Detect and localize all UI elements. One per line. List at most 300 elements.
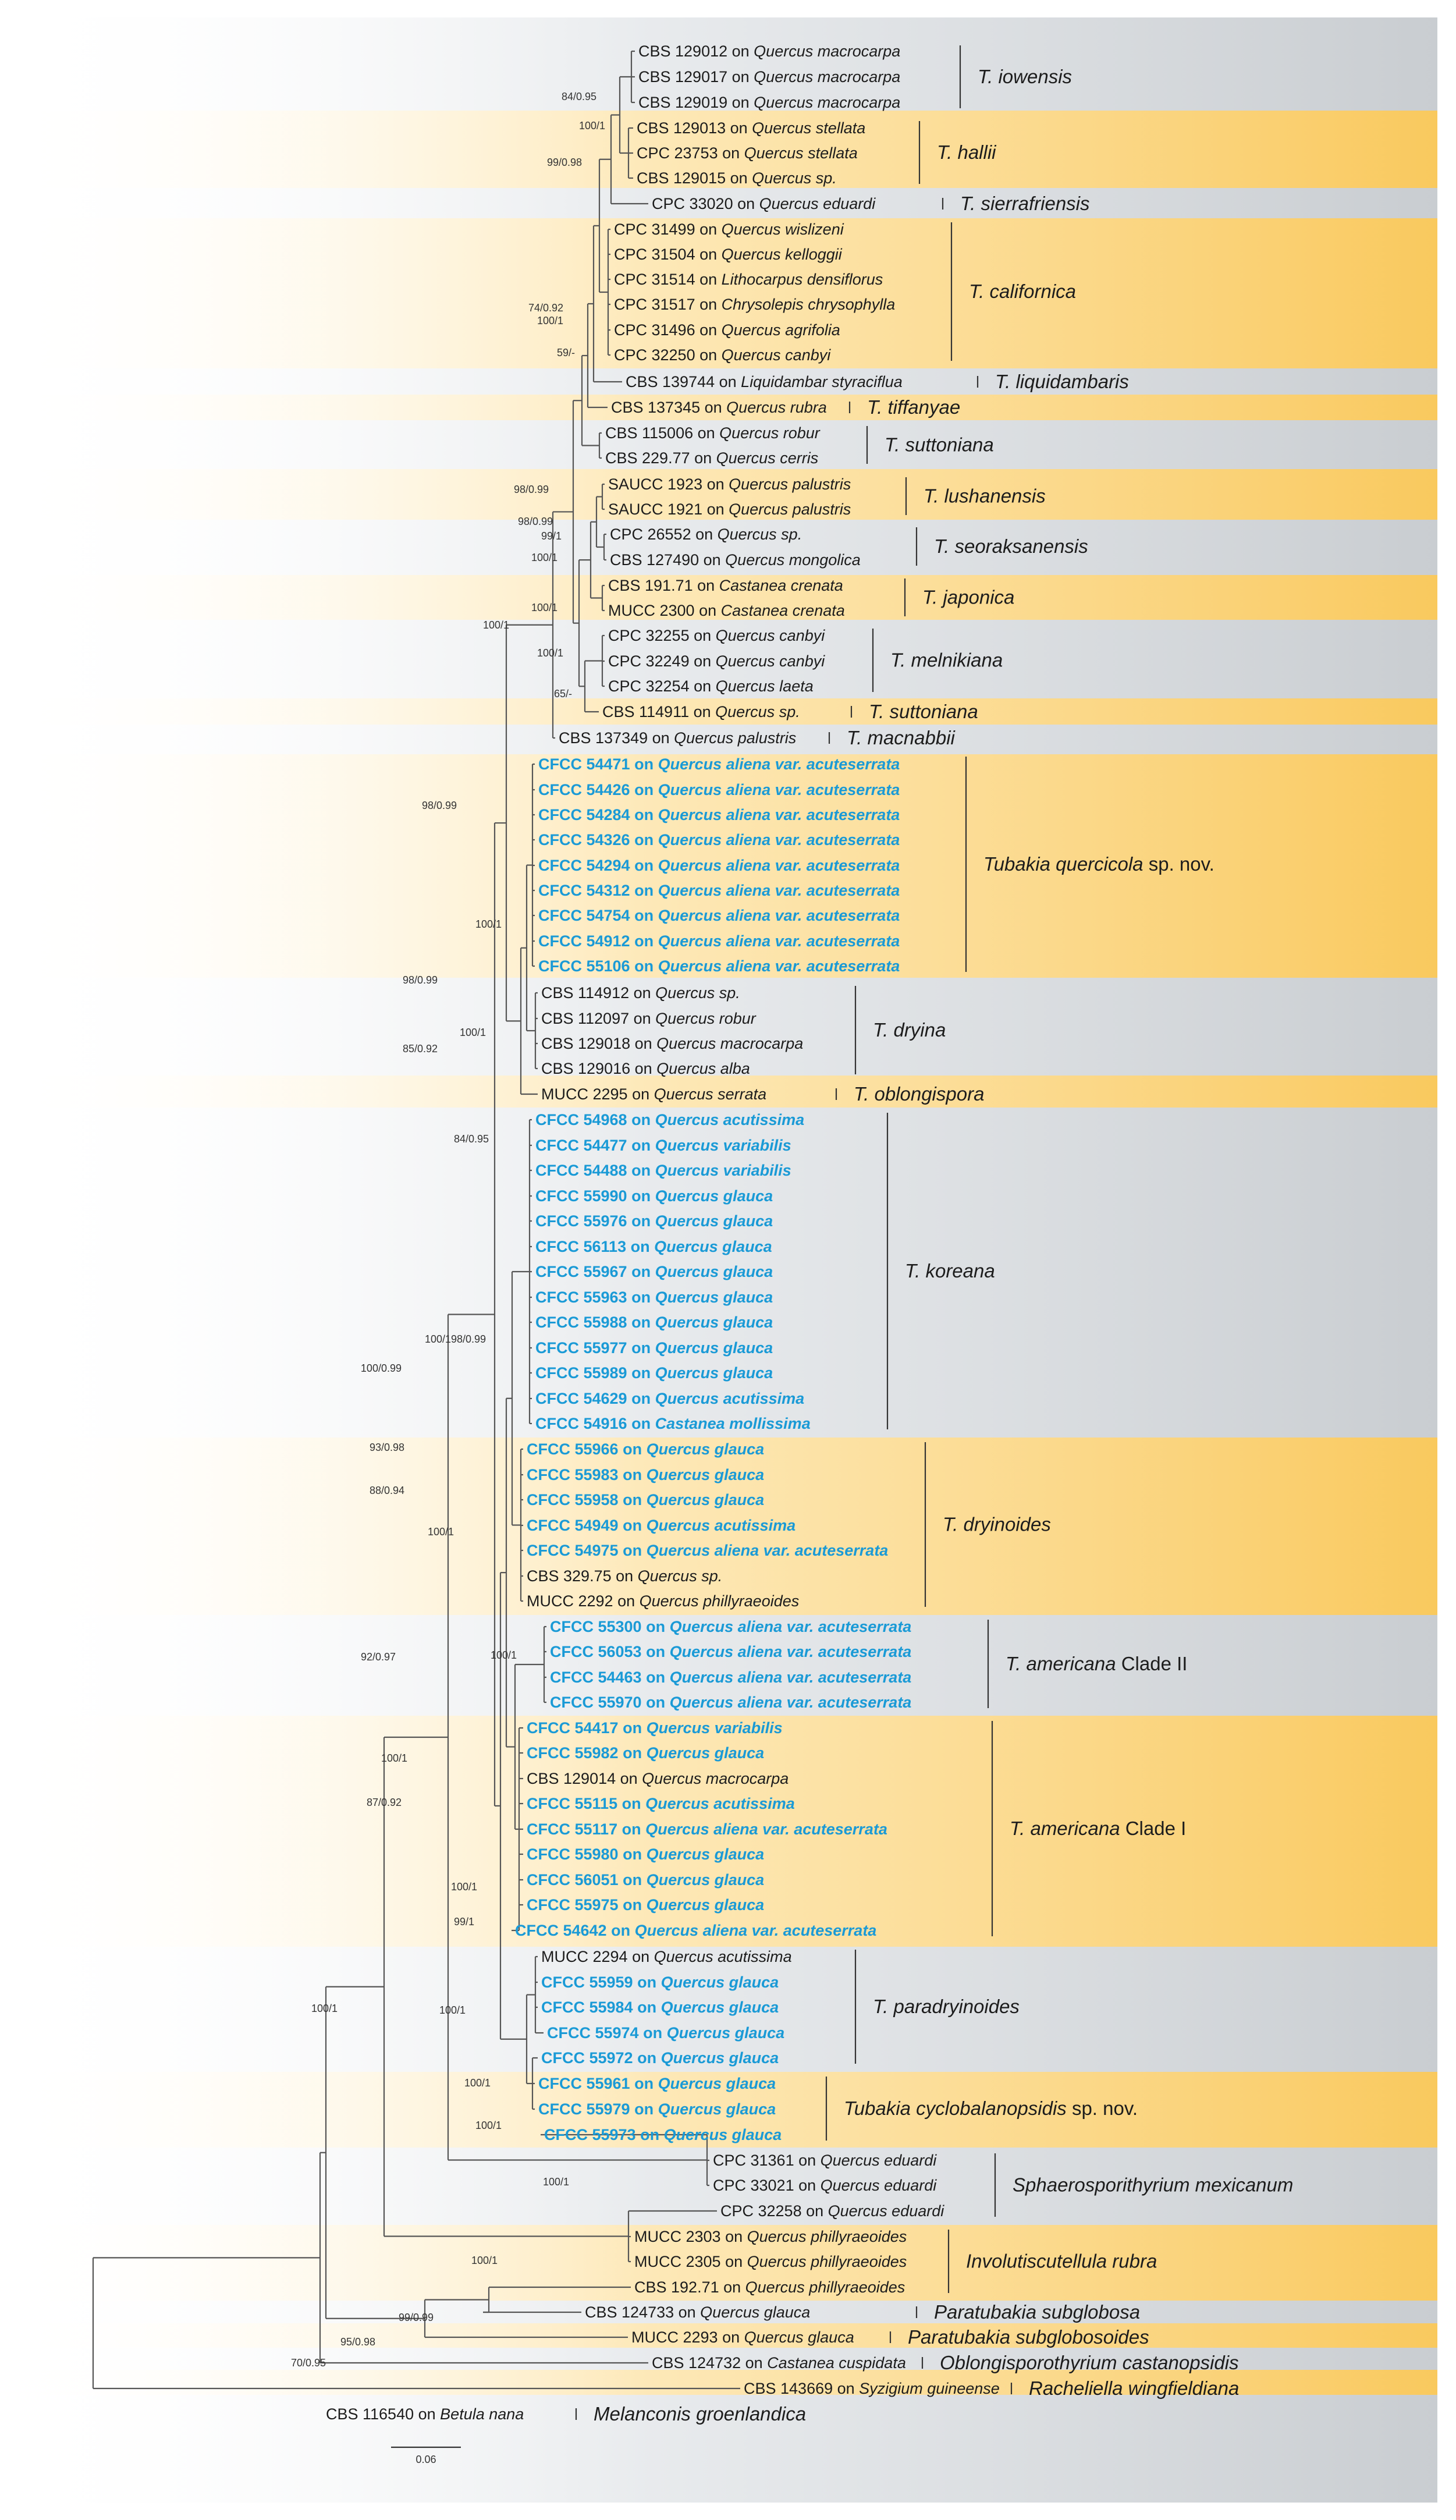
host-prefix: on (618, 1517, 647, 1534)
host-prefix: on (715, 373, 741, 391)
strain-id: CBS 129014 (527, 1770, 616, 1787)
taxon-label (527, 1491, 764, 1509)
strain-id: CFCC 55967 (535, 1263, 627, 1280)
strain-id: CBS 124732 (652, 2354, 741, 2372)
host-name: Quercus glauca (646, 1440, 765, 1458)
support-value: 100/1 (490, 1649, 517, 1661)
taxon-label (638, 94, 900, 111)
strain-id: CFCC 55988 (535, 1314, 627, 1331)
strain-id: CFCC 54754 (538, 907, 630, 924)
host-prefix: on (618, 1871, 647, 1889)
clade-taxon: Racheliella wingfieldiana (1029, 2377, 1240, 2399)
strain-id: CBS 124733 (585, 2304, 674, 2321)
host-name: Quercus glauca (655, 1212, 773, 1230)
host-name: Castanea crenata (720, 602, 845, 619)
host-prefix: on (719, 2278, 745, 2296)
strain-id: CPC 32254 (608, 677, 690, 695)
host-name: Quercus glauca (646, 1871, 765, 1889)
host-name: Quercus glauca (646, 1744, 765, 1762)
support-value: 100/1 (537, 315, 563, 326)
host-prefix: on (630, 2075, 658, 2092)
host-prefix: on (630, 2100, 658, 2118)
host-name: Quercus variabilis (655, 1137, 791, 1154)
strain-id: CFCC 54477 (535, 1137, 627, 1154)
host-name: Quercus rubra (726, 399, 827, 416)
host-name: Quercus canbyi (721, 346, 831, 364)
host-name: Quercus aliena var. acuteserrata (646, 1542, 889, 1559)
host-name: Quercus cerris (716, 449, 819, 467)
strain-id: CBS 129016 (541, 1060, 631, 1077)
host-prefix: on (693, 424, 720, 442)
host-name: Quercus phillyraeoides (747, 2228, 907, 2245)
strain-id: CBS 192.71 (634, 2278, 719, 2296)
taxon-label (614, 246, 843, 263)
clade-name (873, 1019, 946, 1041)
clade-suffix: sp. nov. (1143, 853, 1214, 875)
host-prefix: on (630, 755, 658, 773)
strain-id: CBS 143669 (744, 2380, 833, 2397)
host-prefix: on (718, 144, 744, 162)
taxon-label (614, 271, 883, 288)
taxon-label (541, 1948, 792, 1965)
support-value: 98/0.99 (421, 800, 457, 811)
taxon-label (541, 1060, 750, 1077)
clade-name (934, 2301, 1140, 2323)
support-value: 84/0.95 (561, 91, 596, 102)
host-name: Quercus macrocarpa (656, 1035, 804, 1052)
host-name: Quercus glauca (663, 2126, 782, 2143)
host-prefix: on (689, 652, 716, 670)
strain-id: CBS 129013 (637, 119, 726, 137)
clade-name (1029, 2377, 1239, 2399)
strain-id: CFCC 55984 (541, 1999, 633, 2016)
host-prefix: on (414, 2405, 441, 2423)
taxon-label (608, 501, 851, 518)
host-name: Quercus macrocarpa (754, 68, 901, 86)
taxon-label (608, 602, 845, 619)
taxon-label (614, 221, 844, 238)
host-prefix: on (616, 1770, 642, 1787)
strain-id: CFCC 54326 (538, 831, 630, 849)
host-prefix: on (630, 781, 658, 798)
host-name: Quercus acutissima (646, 1517, 796, 1534)
host-prefix: on (674, 2304, 701, 2321)
taxon-label (535, 1390, 804, 1407)
host-prefix: on (630, 1060, 657, 1077)
support-value: 99/0.98 (546, 157, 582, 168)
host-name: Quercus glauca (660, 1999, 779, 2016)
taxon-label (527, 1820, 887, 1838)
host-name: Quercus glauca (655, 1263, 773, 1280)
host-name: Quercus glauca (666, 2024, 785, 2042)
taxon-label (605, 424, 821, 442)
host-prefix: on (627, 1415, 655, 1432)
taxon-label (608, 677, 814, 695)
strain-id: CFCC 55979 (538, 2100, 630, 2118)
host-prefix: on (794, 2177, 821, 2194)
taxon-label (535, 1339, 773, 1357)
host-name: Quercus aliena var. acuteserrata (658, 907, 900, 924)
taxon-label (585, 2304, 810, 2321)
strain-id: CBS 114911 (602, 703, 690, 720)
host-prefix: on (691, 526, 718, 543)
taxon-label (541, 1999, 779, 2016)
strain-id: CBS 329.75 (527, 1567, 612, 1585)
taxon-label (713, 2152, 937, 2169)
clade-name (1013, 2174, 1293, 2196)
taxon-label (527, 1517, 796, 1534)
clade-taxon: Sphaerosporithyrium mexicanum (1013, 2174, 1294, 2196)
host-name: Quercus agrifolia (721, 321, 840, 339)
clade-name (594, 2403, 806, 2425)
strain-id: CFCC 55976 (535, 1212, 627, 1230)
host-name: Quercus aliena var. acuteserrata (658, 755, 900, 773)
clade-suffix: Clade I (1120, 1818, 1187, 1839)
strain-id: CFCC 54975 (527, 1542, 619, 1559)
strain-id: CFCC 54916 (535, 1415, 627, 1432)
taxon-label (538, 755, 900, 773)
host-prefix: on (695, 221, 722, 238)
host-name: Quercus macrocarpa (754, 42, 901, 60)
support-value: 87/0.92 (366, 1797, 402, 1808)
host-prefix: on (626, 1238, 655, 1255)
host-name: Quercus acutissima (654, 1948, 792, 1965)
host-prefix: on (718, 2329, 744, 2346)
host-name: Quercus alba (656, 1060, 750, 1077)
strain-id: CPC 32255 (608, 627, 690, 644)
host-name: Quercus glauca (658, 2075, 776, 2092)
taxon-label (538, 831, 900, 849)
taxon-label (720, 2202, 944, 2220)
host-name: Quercus variabilis (655, 1162, 791, 1179)
support-value: 99/0.99 (398, 2312, 434, 2323)
support-value: 100/1 (475, 918, 502, 930)
taxon-label (550, 1643, 911, 1660)
taxon-label (602, 703, 800, 720)
host-name: Quercus stellata (744, 144, 858, 162)
strain-id: CBS 137345 (611, 399, 701, 416)
host-name: Quercus phillyraeoides (639, 1592, 800, 1610)
taxon-label (547, 2024, 784, 2042)
strain-id: CFCC 54312 (538, 882, 630, 899)
support-value: 84/0.95 (453, 1133, 489, 1145)
clade-name (1010, 1818, 1186, 1839)
strain-id: CBS 127490 (610, 551, 699, 569)
taxon-label (605, 449, 818, 467)
support-value: 74/0.92 (528, 302, 563, 314)
taxon-label (652, 195, 876, 212)
support-value: 100/1 (424, 1333, 451, 1345)
clade-taxon: T. tiffanyae (867, 396, 961, 418)
taxon-label (535, 1364, 773, 1382)
clade-name (943, 1514, 1051, 1535)
taxon-label (638, 42, 900, 60)
strain-id: CFCC 55959 (541, 1974, 633, 1991)
support-value: 100/1 (450, 1881, 477, 1893)
clade-taxon: T. suttoniana (885, 434, 994, 456)
strain-id: CBS 191.71 (608, 577, 693, 594)
strain-id: CFCC 54426 (538, 781, 630, 798)
taxon-label (538, 957, 900, 975)
support-value: 100/1 (311, 2003, 338, 2014)
strain-id: CBS 137349 (559, 729, 648, 747)
strain-id: CPC 31514 (614, 271, 695, 288)
strain-id: CBS 129018 (541, 1035, 631, 1052)
clade-name (869, 701, 978, 722)
host-name: Quercus stellata (752, 119, 866, 137)
support-value: 100/1 (427, 1526, 454, 1538)
host-name: Quercus glauca (655, 1187, 773, 1205)
clade-name (934, 535, 1088, 557)
host-name: Quercus aliena var. acuteserrata (658, 932, 900, 950)
taxon-label (541, 984, 740, 1002)
host-prefix: on (801, 2202, 828, 2220)
host-prefix: on (627, 1339, 655, 1357)
taxon-label (637, 144, 858, 162)
strain-id: MUCC 2294 (541, 1948, 628, 1965)
scale-bar-label: 0.06 (416, 2454, 436, 2465)
taxon-label (527, 1744, 764, 1762)
host-prefix: on (689, 703, 716, 720)
taxon-label (614, 296, 895, 313)
clade-name (847, 727, 956, 748)
host-name: Quercus wislizeni (721, 221, 844, 238)
support-value: 92/0.97 (360, 1651, 396, 1663)
clade-name (978, 66, 1072, 87)
host-prefix: on (627, 1289, 655, 1306)
host-prefix: on (630, 882, 658, 899)
strain-id: CFCC 54463 (550, 1669, 642, 1686)
taxon-label (326, 2405, 524, 2423)
host-name: Quercus palustris (729, 501, 851, 518)
clade-name (854, 1083, 984, 1105)
host-prefix: on (613, 1592, 640, 1610)
host-prefix: on (630, 831, 658, 849)
strain-id: CFCC 55974 (547, 2024, 639, 2042)
clade-name (908, 2326, 1149, 2348)
host-name: Quercus acutissima (655, 1390, 805, 1407)
strain-id: CPC 31499 (614, 221, 695, 238)
strain-id: CFCC 56051 (527, 1871, 619, 1889)
host-name: Quercus aliena var. acuteserrata (658, 831, 900, 849)
strain-id: CFCC 54949 (527, 1517, 619, 1534)
strain-id: CFCC 54417 (527, 1719, 619, 1737)
taxon-label (538, 857, 900, 874)
strain-id: CBS 129019 (638, 94, 728, 111)
taxon-label (535, 1238, 772, 1255)
taxon-label (527, 1719, 783, 1737)
clade-taxon: T. lushanensis (924, 485, 1046, 507)
clade-taxon: T. liquidambaris (995, 371, 1129, 392)
host-name: Quercus eduardi (828, 2202, 944, 2220)
host-prefix: on (635, 2126, 664, 2143)
clade-taxon: T. macnabbii (847, 727, 955, 748)
clade-taxon: T. californica (969, 281, 1077, 302)
host-prefix: on (627, 1137, 655, 1154)
host-name: Quercus glauca (646, 1845, 765, 1863)
host-prefix: on (689, 677, 716, 695)
host-prefix: on (695, 246, 722, 263)
host-name: Quercus sp. (637, 1567, 723, 1585)
host-prefix: on (726, 169, 752, 187)
host-name: Quercus acutissima (645, 1795, 795, 1812)
host-name: Quercus eduardi (820, 2177, 937, 2194)
clade-name (1006, 1653, 1187, 1674)
clade-taxon: T. koreana (905, 1260, 995, 1282)
host-name: Quercus glauca (646, 1491, 765, 1509)
host-prefix: on (618, 1845, 647, 1863)
taxon-label (538, 781, 900, 798)
host-name: Castanea cuspidata (767, 2354, 906, 2372)
host-prefix: on (633, 1999, 661, 2016)
strain-id: CFCC 55972 (541, 2049, 633, 2067)
support-value: 95/0.98 (340, 2336, 375, 2348)
host-name: Quercus glauca (660, 2049, 779, 2067)
host-name: Quercus acutissima (655, 1111, 805, 1128)
host-name: Quercus palustris (729, 475, 851, 493)
clade-name (983, 853, 1214, 875)
strain-id: CBS 112097 (541, 1010, 630, 1027)
support-value: 100/1 (464, 2077, 491, 2089)
taxon-label (535, 1187, 773, 1205)
support-value: 65/- (553, 688, 572, 700)
host-prefix: on (630, 932, 658, 950)
host-name: Quercus aliena var. acuteserrata (669, 1618, 912, 1635)
taxon-label (608, 475, 851, 493)
host-prefix: on (618, 1896, 647, 1914)
host-name: Chrysolepis chrysophylla (721, 296, 896, 313)
support-value: 70/0.95 (290, 2357, 326, 2369)
taxon-label (535, 1212, 773, 1230)
clade-name (924, 485, 1046, 507)
support-value: 100/1 (439, 2004, 466, 2016)
host-name: Liquidambar styraciflua (741, 373, 903, 391)
taxon-label (535, 1263, 773, 1280)
support-value: 59/- (556, 347, 575, 359)
clade-taxon: T. hallii (937, 141, 996, 163)
host-prefix: on (794, 2152, 821, 2169)
clade-taxon: T. suttoniana (869, 701, 978, 722)
clade-taxon: T. paradryinoides (873, 1996, 1020, 2017)
host-name: Quercus robur (655, 1010, 756, 1027)
taxon-label (541, 1974, 779, 1991)
host-name: Quercus eduardi (820, 2152, 937, 2169)
taxon-label (527, 1770, 789, 1787)
support-value: 99/1 (453, 1916, 474, 1928)
strain-id: CBS 129015 (637, 169, 726, 187)
clade-name (873, 1996, 1020, 2017)
host-prefix: on (641, 1643, 670, 1660)
strain-id: CPC 31496 (614, 321, 695, 339)
taxon-label (538, 2100, 776, 2118)
host-prefix: on (618, 1744, 647, 1762)
taxon-label (611, 399, 827, 416)
host-name: Quercus aliena var. acuteserrata (658, 957, 900, 975)
strain-id: MUCC 2295 (541, 1085, 628, 1103)
host-name: Syzigium guineense (859, 2380, 1000, 2397)
host-name: Quercus sp. (752, 169, 837, 187)
taxon-label (527, 1440, 764, 1458)
strain-id: CFCC 54284 (538, 806, 630, 824)
strain-id: CFCC 55980 (527, 1845, 619, 1863)
support-value: 100/1 (475, 2120, 502, 2131)
host-prefix: on (629, 984, 656, 1002)
clade-taxon: T. oblongispora (854, 1083, 985, 1105)
taxon-label (527, 1845, 764, 1863)
host-name: Quercus glauca (744, 2329, 854, 2346)
clade-taxon: T. dryinoides (943, 1513, 1051, 1535)
host-prefix: on (727, 68, 754, 86)
taxon-label (527, 1592, 799, 1610)
strain-id: MUCC 2303 (634, 2228, 721, 2245)
host-prefix: on (618, 1466, 647, 1483)
taxon-label (608, 627, 825, 644)
strain-id: CFCC 55990 (535, 1187, 627, 1205)
strain-id: CPC 33021 (713, 2177, 794, 2194)
strain-id: CBS 139744 (626, 373, 715, 391)
clade-taxon: T. iowensis (978, 66, 1073, 87)
strain-id: CFCC 54629 (535, 1390, 627, 1407)
strain-id: CFCC 54471 (538, 755, 630, 773)
strain-id: CFCC 55961 (538, 2075, 630, 2092)
strain-id: MUCC 2293 (631, 2329, 718, 2346)
taxon-label (634, 2253, 907, 2270)
support-value: 100/1 (531, 552, 557, 563)
taxon-label (527, 1466, 764, 1483)
clade-taxon: Paratubakia subglobosa (934, 2301, 1141, 2323)
taxon-label (535, 1162, 791, 1179)
taxon-label (535, 1111, 804, 1128)
clade-name (960, 193, 1090, 214)
taxon-label (614, 321, 840, 339)
clade-taxon: T. americana (1006, 1653, 1116, 1674)
clade-taxon: T. dryina (873, 1019, 946, 1041)
taxon-label (610, 526, 802, 543)
host-name: Quercus mongolica (725, 551, 861, 569)
taxon-label (538, 932, 900, 950)
host-name: Quercus robur (719, 424, 820, 442)
host-prefix: on (618, 1542, 647, 1559)
host-prefix: on (695, 321, 722, 339)
strain-id: CFCC 55958 (527, 1491, 619, 1509)
strain-id: CFCC 54294 (538, 857, 630, 874)
support-value: 98/0.99 (513, 484, 549, 495)
host-prefix: on (630, 857, 658, 874)
support-value: 88/0.94 (369, 1485, 404, 1496)
clade-name (890, 649, 1003, 671)
taxon-label (634, 2228, 907, 2245)
host-name: Quercus variabilis (646, 1719, 783, 1737)
host-prefix: on (630, 957, 658, 975)
strain-id: CPC 32250 (614, 346, 695, 364)
taxon-label (637, 119, 865, 137)
taxon-label (550, 1669, 911, 1686)
host-prefix: on (720, 2253, 747, 2270)
strain-id: CFCC 54488 (535, 1162, 627, 1179)
host-name: Quercus aliena var. acuteserrata (658, 806, 900, 824)
host-name: Quercus glauca (646, 1466, 765, 1483)
host-prefix: on (727, 94, 754, 111)
clade-name (995, 371, 1129, 392)
taxon-label (637, 169, 837, 187)
clade-name (885, 434, 994, 456)
host-prefix: on (727, 42, 754, 60)
host-name: Quercus sp. (655, 984, 740, 1002)
host-prefix: on (627, 1948, 654, 1965)
host-prefix: on (629, 1010, 656, 1027)
host-name: Quercus aliena var. acuteserrata (658, 882, 900, 899)
strain-id: CPC 32249 (608, 652, 690, 670)
